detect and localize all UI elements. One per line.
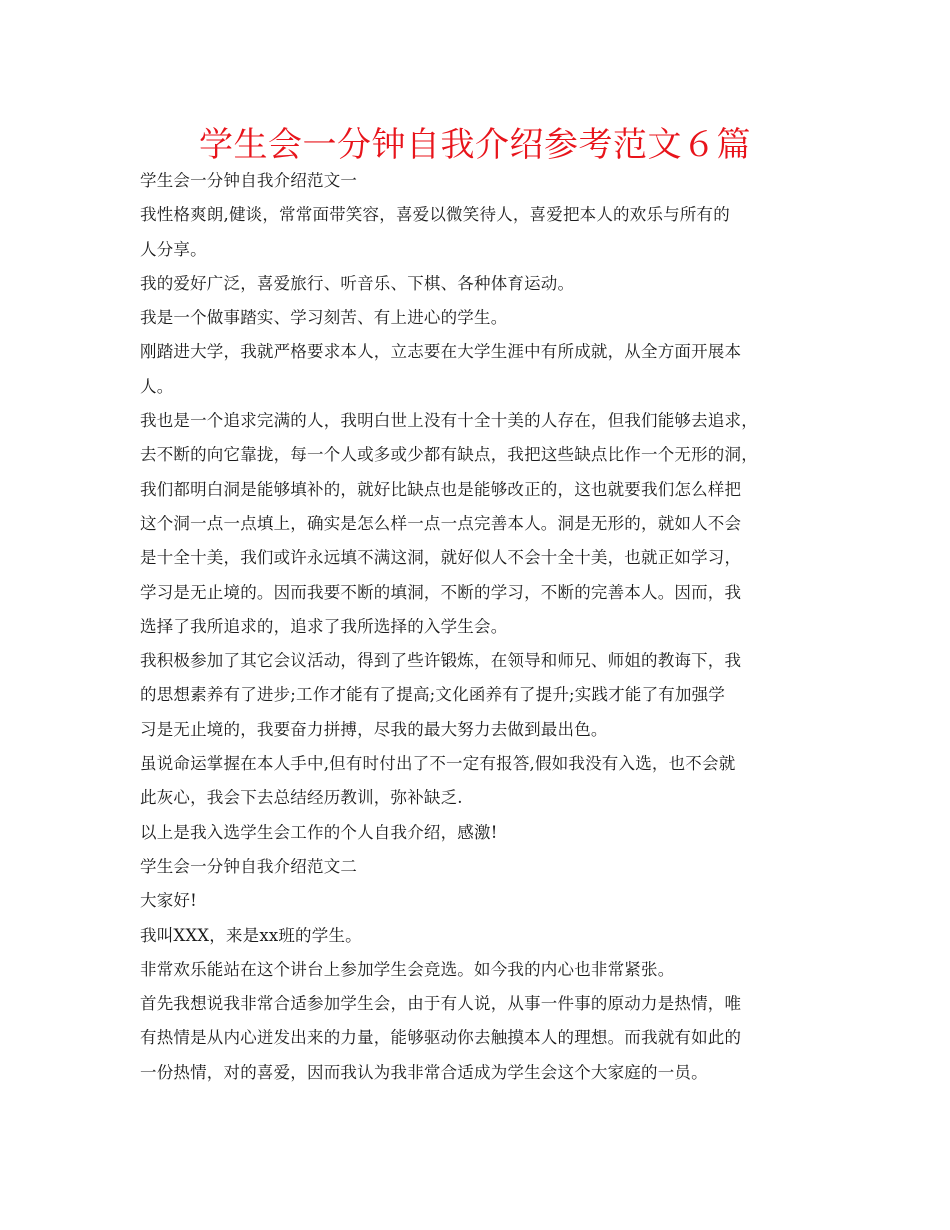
text-line: 有热情是从内心迸发出来的力量，能够驱动你去触摸本人的理想。而我就有如此的: [140, 1028, 742, 1048]
text-line: 是十全十美，我们或许永远填不满这洞，就好似人不会十全十美，也就正如学习，: [140, 548, 742, 568]
text-line: 学习是无止境的。因而我要不断的填洞，不断的学习，不断的完善本人。因而，我: [140, 582, 742, 602]
text-line: 我们都明白洞是能够填补的，就好比缺点也是能够改正的，这也就要我们怎么样把: [140, 479, 742, 499]
document-title: 学生会一分钟自我介绍参考范文６篇: [199, 125, 751, 165]
document-body: [140, 164, 820, 1090]
text-line: 学生会一分钟自我介绍范文一: [140, 171, 358, 190]
text-line: 我性格爽朗,健谈，常常面带笑容，喜爱以微笑待人，喜爱把本人的欢乐与所有的: [140, 205, 730, 225]
text-line: 首先我想说我非常合适参加学生会，由于有人说，从事一件事的原动力是热情，唯: [140, 994, 742, 1014]
text-line: 刚踏进大学，我就严格要求本人，立志要在大学生涯中有所成就，从全方面开展本: [140, 342, 742, 362]
text-line: 选择了我所追求的，追求了我所选择的入学生会。: [140, 616, 508, 636]
text-line: 此灰心，我会下去总结经历教训，弥补缺乏.: [140, 788, 463, 808]
text-line: 人。: [140, 376, 174, 396]
text-line: 大家好!: [140, 891, 197, 911]
text-line: 我是一个做事踏实、学习刻苦、有上进心的学生。: [140, 308, 508, 328]
text-line: 非常欢乐能站在这个讲台上参加学生会竞选。如今我的内心也非常紧张。: [140, 959, 675, 979]
text-line: 我也是一个追求完满的人，我明白世上没有十全十美的人存在，但我们能够去追求，: [140, 411, 758, 431]
text-line: 一份热情，对的喜爱，因而我认为我非常合适成为学生会这个大家庭的一员。: [140, 1062, 708, 1082]
text-line: 我积极参加了其它会议活动，得到了些许锻炼，在领导和师兄、师姐的教诲下，我: [140, 651, 742, 671]
text-line: 虽说命运掌握在本人手中,但有时付出了不一定有报答,假如我没有入选，也不会就: [140, 754, 736, 774]
text-line: 人分享。: [140, 239, 207, 259]
text-line: 我的爱好广泛，喜爱旅行、听音乐、下棋、各种体育运动。: [140, 273, 575, 293]
text-line: 学生会一分钟自我介绍范文二: [140, 856, 358, 876]
text-line: 的思想素养有了进步;工作才能有了提高;文化函养有了提升;实践才能了有加强学: [140, 685, 726, 705]
text-line: 我叫XXX，来是xx班的学生。: [140, 925, 362, 945]
text-line: 以上是我入选学生会工作的个人自我介绍，感激!: [140, 822, 498, 842]
text-line: 去不断的向它靠拢，每一个人或多或少都有缺点，我把这些缺点比作一个无形的洞，: [140, 445, 758, 465]
text-line: 习是无止境的，我要奋力拼搏，尽我的最大努力去做到最出色。: [140, 719, 608, 739]
text-line: 这个洞一点一点填上，确实是怎么样一点一点完善本人。洞是无形的，就如人不会: [140, 513, 742, 533]
